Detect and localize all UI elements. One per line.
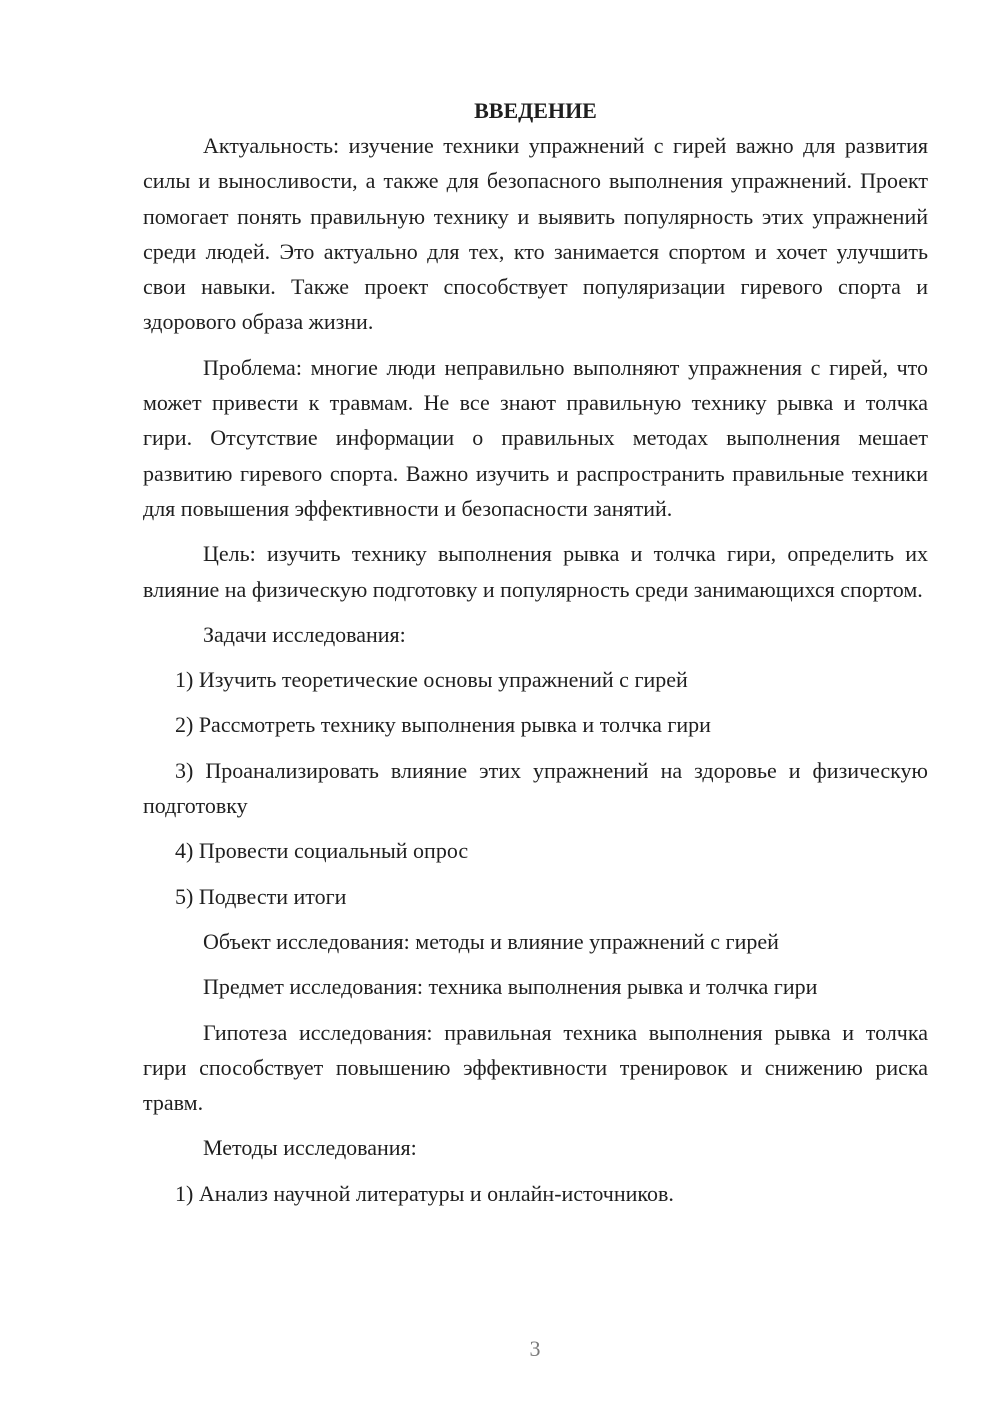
hypothesis-paragraph: Гипотеза исследования: правильная техника выполнения рывка и толчка гири способствует повышению эффективности тренировок и снижению риска травм. — [143, 1019, 928, 1116]
task-item-3: 3) Проанализировать влияние этих упражнений на здоровье и физическую подготовку — [143, 757, 928, 819]
task-item-5: 5) Подвести итоги — [175, 883, 347, 909]
subject-line: Предмет исследования: техника выполнения рывка и толчка гири — [203, 974, 818, 1000]
relevance-paragraph: Актуальность: изучение техники упражнений с гирей важно для развития силы и выносливости, а также для безопасного выполнения упражнений. Проект помогает понять правильную технику и выявить популярность этих упражнений среди людей. Это актуально для тех, кто занимается спортом и хочет улучшить свои навыки. Также проект способствует популяризации гиревого спорта и здорового образа жизни. — [143, 133, 928, 335]
method-item-1: 1) Анализ научной литературы и онлайн-источников. — [175, 1180, 674, 1206]
page-body — [143, 96, 928, 1221]
object-line: Объект исследования: методы и влияние упражнений с гирей — [203, 928, 779, 954]
problem-paragraph: Проблема: многие люди неправильно выполняют упражнения с гирей, что может привести к травмам. Не все знают правильную технику рывка и толчка гири. Отсутствие информации о правильных методах выполнения мешает развитию гиревого спорта. Важно изучить и распространить правильные техники для повышения эффективности и безопасности занятий. — [143, 354, 928, 521]
task-item-1: 1) Изучить теоретические основы упражнений с гирей — [175, 667, 688, 693]
goal-paragraph: Цель: изучить технику выполнения рывка и толчка гири, определить их влияние на физическую подготовку и популярность среди занимающихся спортом. — [143, 541, 928, 602]
task-item-2: 2) Рассмотреть технику выполнения рывка и толчка гири — [175, 712, 711, 738]
tasks-title: Задачи исследования: — [203, 621, 406, 647]
methods-title: Методы исследования: — [203, 1135, 417, 1161]
section-heading: ВВЕДЕНИЕ — [474, 98, 597, 123]
task-item-4: 4) Провести социальный опрос — [175, 838, 469, 864]
page-number: 3 — [529, 1336, 541, 1361]
